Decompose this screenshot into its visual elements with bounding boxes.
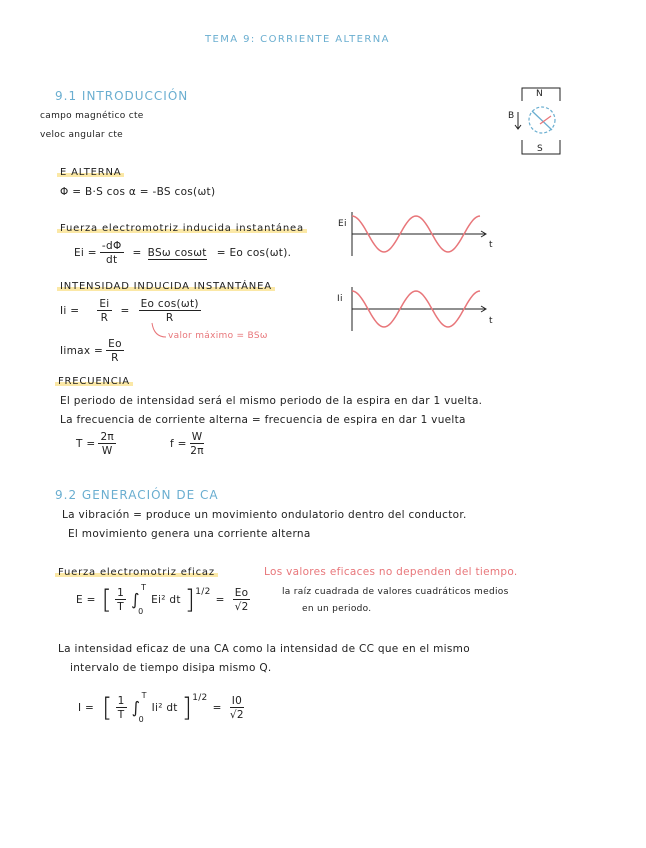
eficaz-eq-den: √2 (234, 601, 249, 613)
int-eficaz-integral: ∫ T 0 (131, 691, 147, 724)
period-lhs: T = (76, 438, 96, 450)
period-num: 2π (100, 431, 115, 443)
intro-line-1: campo magnético cte (40, 111, 144, 121)
eficaz-eq-num: Eo (234, 587, 249, 599)
int-eficaz-frac-1 (116, 695, 127, 721)
eficaz-integrand: Ei² dt (151, 594, 181, 606)
eficaz-desc-1: la raíz cuadrada de valores cuadráticos medios (282, 587, 509, 597)
int-eficaz-lb: 0 (138, 715, 144, 724)
section-heading-generacion: 9.2 GENERACIÓN DE CA (55, 488, 219, 502)
freq-den: 2π (190, 445, 204, 457)
eficaz-one: 1 (117, 587, 125, 599)
magnet-b-label: B (508, 111, 515, 121)
int-eficaz-ub: T (141, 691, 147, 700)
fem-mid: BSω cosωt (147, 246, 207, 259)
imax-frac (106, 338, 124, 364)
imax-den: R (111, 352, 119, 364)
eficaz-exp: 1/2 (195, 587, 211, 597)
int-eficaz-one: 1 (117, 695, 125, 707)
graph-ii (345, 285, 495, 335)
fem-fraction (100, 240, 124, 266)
int-eficaz-integrand: Ii² dt (151, 702, 178, 714)
eficaz-formula: E = [ $\frac{1}{T}$ ∫ T 0 Ei² dt ] 1/2 = $\frac{Eo}{√2}$ (76, 583, 249, 616)
fem-rhs: = Eo cos(ωt). (216, 247, 292, 259)
fem-lhs: Ei = (74, 247, 97, 259)
int-eficaz-line-1: La intensidad eficaz de una CA como la intensidad de CC que en el mismo (58, 643, 470, 655)
max-value-note: valor máximo = BSω (168, 331, 268, 341)
generacion-line-1: La vibración = produce un movimiento ondulatorio dentro del conductor. (62, 509, 467, 521)
generacion-line-2: El movimiento genera una corriente alterna (68, 528, 311, 540)
freq-num: W (191, 431, 203, 443)
eficaz-T: T (117, 601, 124, 613)
intensidad-heading: INTENSIDAD INDUCIDA INSTANTÁNEA (57, 280, 275, 292)
e-alterna-heading: E ALTERNA (57, 166, 124, 178)
eficaz-heading: Fuerza electromotriz eficaz (55, 566, 218, 578)
graph-ii-label: Ii (337, 294, 343, 304)
magnet-n-label: N (536, 89, 544, 99)
imax-lhs: Iimax = (60, 345, 104, 357)
ii-frac-1 (97, 298, 111, 324)
int-eficaz-eq-den: √2 (229, 709, 244, 721)
fem-num: -dΦ (101, 240, 122, 252)
freq-frac (190, 431, 205, 457)
ii-frac-2 (139, 298, 201, 324)
period-den: W (101, 445, 113, 457)
frecuencia-line-1: El periodo de intensidad será el mismo periodo de la espira en dar 1 vuelta. (60, 395, 483, 407)
eficaz-ub: T (141, 583, 147, 592)
eficaz-frac-1 (115, 587, 126, 613)
imax-formula (60, 338, 127, 364)
eficaz-integral: ∫ T 0 (131, 583, 147, 616)
fem-formula: Ei = $\frac{-d\Phi}{dt}$ = BSω cosωt = Eo cos(ωt). (74, 240, 292, 266)
int-eficaz-frac-2 (230, 695, 244, 721)
int-eficaz-eq-num: I0 (231, 695, 243, 707)
ii-num-2: Eo cos(ωt) (140, 298, 199, 310)
graph-ii-t-label: t (489, 316, 493, 326)
int-eficaz-T: T (117, 709, 125, 721)
eficaz-red-note: Los valores eficaces no dependen del tiempo. (264, 566, 518, 578)
period-formula (76, 431, 119, 457)
page-title: TEMA 9: CORRIENTE ALTERNA (205, 34, 390, 45)
fem-den: dt (106, 254, 118, 266)
graph-ei (345, 210, 495, 260)
eficaz-desc-2: en un periodo. (302, 604, 372, 614)
graph-ei-label: Ei (338, 219, 347, 229)
int-eficaz-line-2: intervalo de tiempo disipa mismo Q. (70, 662, 272, 674)
int-eficaz-lhs: I = (78, 702, 95, 714)
intensidad-formula: Ii = $\frac{Ei}{R}$ = $\frac{\text{Eo cos(ωt)}}{R}$ (60, 298, 199, 324)
fem-heading: Fuerza electromotriz inducida instantánea (57, 222, 307, 234)
ii-den-2: R (165, 312, 174, 324)
ii-den-1: R (100, 312, 109, 324)
magnet-s-label: S (537, 144, 544, 154)
eficaz-lb: 0 (138, 607, 144, 616)
freq-lhs: f = (170, 438, 187, 450)
imax-num: Eo (108, 338, 122, 350)
int-eficaz-formula: I = [ $\frac{1}{T}$ ∫ T 0 Ii² dt ] 1/2 = $\frac{I0}{√2}$ (78, 691, 244, 724)
frecuencia-line-2: La frecuencia de corriente alterna = frecuencia de espira en dar 1 vuelta (60, 414, 466, 426)
intro-line-2: veloc angular cte (40, 130, 124, 140)
ii-num-1: Ei (99, 298, 110, 310)
eficaz-lhs: E = (76, 594, 96, 606)
ii-lhs: Ii = (60, 305, 80, 317)
graph-ei-t-label: t (489, 240, 493, 250)
frecuencia-heading: FRECUENCIA (55, 375, 133, 387)
section-heading-introduccion: 9.1 INTRODUCCIÓN (55, 89, 189, 103)
eficaz-frac-2 (233, 587, 251, 613)
flux-formula: Φ = B·S cos α = -BS cos(ωt) (60, 186, 216, 198)
period-frac (98, 431, 116, 457)
freq-formula (170, 431, 207, 457)
int-eficaz-exp: 1/2 (192, 693, 208, 703)
